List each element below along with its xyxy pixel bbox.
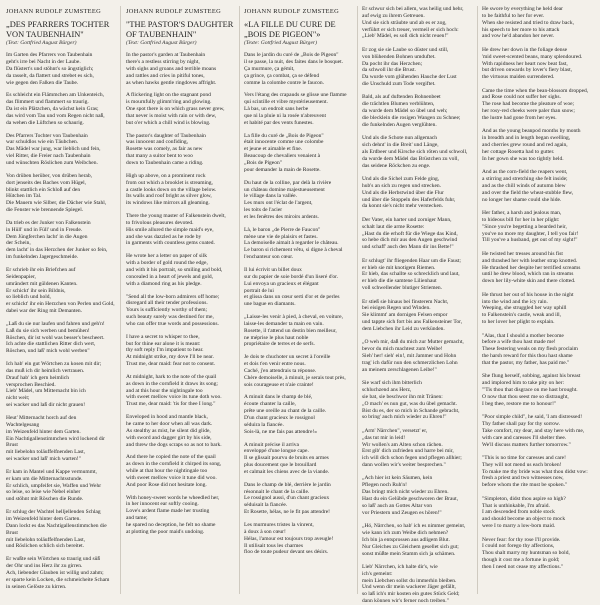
column-divider xyxy=(357,6,358,594)
stanza: Heut' Mitternacht horch auf den Wachtelgesang im Weizenfeld hinter dem Garten. Ein Nachtigallenstimmchen wird lockend dir Brust mit liebelohn toläuffelfnenden Last, sei wacker und laß' mich warten!" xyxy=(6,415,105,463)
stanza: He twisted her tresses around his fist and thrashed her with leather strap knotted. He thrashed her despite her terrified screams until he drew blood, which ran in streams down her lily-white skin and there clotted. xyxy=(482,250,581,285)
stanza: There the young master of Falkenstein dwelt, to frivolous pleasures devoted. His smile allured the simple maid's eye, and she was dazzled as he rode by in garments with countless gems coated. xyxy=(126,213,226,247)
song-title: "THE PASTOR'S DAUGHTER OF TAUBENHAIN" xyxy=(126,20,234,39)
composer-name: JOHANN RUDOLF ZUMSTEEG xyxy=(6,8,102,15)
stanza: Er schrieb ihr ein Briefchen auf Seidenpapier, umrändert mit güldenen Kanten. Er schickt' ihr sein Bildnis, so lieblich und hold, er schickt' ihr ein Herzchen von Perlen und Gold, dabei war der Ring mit Demanten. xyxy=(6,266,115,315)
composer-name: JOHANN RUDOLF ZUMSTEEG xyxy=(126,8,222,15)
song-title: «LA FILLE DU CURE DE „BOIS DE PIGEON"» xyxy=(244,20,336,39)
stanza: Dans le champ de blé, derrière le jardin résonnait le chant de la caille. Le rossignol aussi, d'un chant gracieux séduisait la fiancée. Et Rosette, hélas, ne le fit pas attendre! xyxy=(244,481,331,516)
stanza: „Laisse-les venir à pied, à cheval, en voiture, laisse-les demander ta main en vain. Rosette, il t'attend un destin bien meilleur, ne méprise le plus haut noble propriétaire de terres et de serfs. xyxy=(244,314,343,348)
stanza: La fille du curé de „Bois de Pigeon" était innocente comme une colombe et jeune et aimable et fine. Beaucoup de chevaliers venaient à „Bois de Pigeon" pour demander la main de Rosette. xyxy=(244,132,324,173)
stanza: And as the young beanpod months by month in breadth and in length began swelling, and cherries grew round and red again, her cottage Rosetta had to gutter. In her gown she was too tightly held. xyxy=(482,128,581,162)
english-continuation-column xyxy=(482,6,594,596)
stanza: He thrust her out of his house in the night into the wind and the icy rain. Weeping, she struggled her way uphill to Falkenstein's castle, weak and ill, to her lover her plight to explain. xyxy=(482,291,574,326)
stanza: "Send all the low-born admirers off home; disregard all their tender professions. Yours is sufficiently worthy of them; such beauty surely was destined for me, who can offer true words and possessions. xyxy=(126,293,220,327)
stanza: With honey-sweet words he wheedled her, in her innocent ear softly cooing. Love's ardent flame made her trusting and tame; he spared no deception, he felt no shame at plotting the poor maid's undoing. xyxy=(126,494,220,535)
stanza: Es schleicht ein Flämmchen am Unkenteich, das flimmert und flammert so traurig. Da ist ein Plätzchen, da wächst kein Gras; das wird vom Tau und vom Regen nicht naß, da wehen die Lüftchen so schaurig. xyxy=(6,92,105,126)
stanza: He swore by everything he held dear to be faithful to her for ever. When she resisted and tried to draw back, his speech to her more to his attack and vow he'd abandon her never. xyxy=(482,6,574,40)
stanza: Never fear: for thy rose I'll provide. I could not forego thy affections, Thou shalt marry my huntsman so bold, though it cost me a fortune in gold; then I need not cease my affections." xyxy=(482,536,570,570)
stanza: Und als die Schote nun allgemach sich dehnt' in die Breit' und Länge, als Erdbeer und Kirsche sich röten und schwoll, da wurde dem Mädel das Brüstchen zu voll, das seidene Röckchen zu enge. xyxy=(362,135,468,169)
stanza: Enveloped in hood and mantle black, he came to her door when all was dark. As stealthy as mist, he silent did glide, with sword and dagger girt by his side, and threw the dogs scraps so as not to bark. xyxy=(126,414,222,448)
text-credit: (Text: Gottfried August Bürger) xyxy=(126,40,197,47)
stanza: She flung herself, sobbing, against his breast and implored him to take pity on her: "'Tis thou that disgrace on me hast brought. O now that thou seest me so distraught, I beg thee, restore me to honour!" xyxy=(482,373,581,407)
text-credit: (Texte: Gottfried August Bürger) xyxy=(244,40,317,47)
german-text-column xyxy=(6,6,118,596)
stanza: Von drüben herüber, von drüben herab, dort jenseits des Baches vom Hügel, blinkt stattlich ein Schloß auf den Hütchen im Tal. Die Mauern wie Silber, die Dächer wie Stahl, die Fenster wie brennende Spiegel. xyxy=(6,172,107,214)
stanza: "Simpleton, didst thou aspire so high? That is unthinkable, I'm afraid. I am descended from noble stock and should become an object to mock were I to marry a low-born maid. xyxy=(482,495,566,530)
stanza: Des Pfarrers Tochter von Taubenhain war schuldlos wie ein Täubchen. Das Mädel war jung, war lieblich und fein, viel Ritter, die Freier nach Taubenhain und wünschten Röslichen zum Weibchen. xyxy=(6,132,101,166)
stanza: At midnight, hark to the note of the quail as down in the cornfield it draws its song; and at this hour the nightingale too with sweet mellow voice its tune doth woo. Trust me, dear maid: 'tis for thee I long." xyxy=(126,373,222,408)
german-continuation-column xyxy=(362,6,474,605)
stanza: „Arm' Närrchen", versetzt' er, „das tut mir in leid! Wir wollen's am Alten schon rächen. Erst gib' dich zufrieden und harre bei mir, ich will dich schon fegen und pflegen allhier; dann wollen wir's weiter besprechen." xyxy=(362,427,462,469)
stanza: A minuit précise il arriva enveloppé d'une longue cape. Il se glissait pourvu de bruits en armes plus doucement que le brouillard et calmait les chiens avec de la viande. xyxy=(244,441,330,475)
stanza: He wrote her a letter on paper of silk with a border of gold round the edge, and with it his portrait, so smiling and bold, concealed in a heart of jewels and gold, with a diamond ring as his pledge. xyxy=(126,253,223,287)
stanza: Er zog sie sie Laube so düster und still, von blühenden Bohnen umduftet. Da pocht ihr das Herzchen; da schwoll ihr die Brust. Da wurde vom glühenden Hauche der Lust die Unschuld zum Tode vergiftet. xyxy=(362,46,457,88)
column-divider xyxy=(477,6,478,594)
stanza: Her father, a harsh and jealous man, to hideous bill for her in her plight: "Since you're begetting a bearded heir, you've no more my daughter, I tell you fair! Till you've a husband, get out of my sight!" xyxy=(482,210,579,244)
stanza: Je dois te chuchoter un secret à l'oreille et dois t'en venir entre nous. Caché, j'en attendrais ta réponse. Chère demoiselle, à minuit, je serais tout près, sois courageuse et n'aie crainte! xyxy=(244,354,346,388)
stanza: Il lui écrivit un billet doux sur du papier de soie bordé d'un liseré d'or. Lui envoya un gracieux et élégant portrait de lui et glissa dans un cœur serti d'or et de perles une bague en diamants. xyxy=(244,266,340,308)
stanza: Came the time when the bean-blossom dropped, and Rose could not suffer her sighs. The rose had become the pleature of woe; her rosy-red cheeks were paler than snow; the lustre had gone from her eyes. xyxy=(482,87,589,121)
stanza: The pastor's daughter of Taubenhain was innocent and confiding, Rosette was comely, as fair as new that many a suitor bent to woo down to Taubenhain came a riding. xyxy=(126,132,206,166)
stanza: „O weh mir, daß du mich zur Mutter gemacht, bevor du mich machtest zum Weibe! Sieh' her! sieh' ein!, mit Jammer und Hohn trag' ich dafür nun den schmerzlichen Lohn an meinem zerschlagenen Leibe!" xyxy=(362,339,464,373)
stanza: He drew her down in the foliage dense 'mid sweet-scented beans, many splendoured. With rapidness her heart now beat fast, but driven onwards by lover's fiery blast, the virtuous maiden surrendered. xyxy=(482,46,583,81)
stanza: A minuit dans le champ de blé, écoute chanter la caille, prête une oreille au chant de la caille. D'un chant gracieux le rossignol séduira la fiancée. Sois-là, ne me fais pas attendre!» xyxy=(244,394,327,435)
stanza: Er schlugt' ihr fliegenden Haar um die Faust; er hieb sie mit knotigem Riemen. Er hieb, das schallte so schrecklich und laut, er hieb die die samtene Lilienhaut voll schwellender blutiger Striemen. xyxy=(362,257,461,292)
stanza: And as the corn-field the reapers went, a stirring and stretching she felt inside; and as the chill winds of autumn blew and over the field the wheat-stubble flew, no longer her shame could she hide. xyxy=(482,169,574,203)
stanza: Da trieb es der Junker von Falkenstein in Hüll' und in Füll' und in Freude. Dem Jüngferchen lacht' in die Augen der Schein, dem lacht' in das Herzchen der Junker so fein, im funkelnden Jagergeschmeide. xyxy=(6,219,108,261)
stanza: Lieb' Närrchen, ich halte dir's, wie ich's gemeint: mein Liebchen sollst du immerhin bleiben. Und wenn dir mein wackerer Jäger gefällt, so laß ich's mir kosten ein gutes Stück Geld; dann können wir's ferner noch treiben." xyxy=(362,563,460,605)
stanza: Les murmures tristes la vinrent, à doux à son cœur! Hélas, l'amour est toujours trop aveugle! Il utilisait tous les charmes floo de toute pudeur devant ses désirs. xyxy=(244,521,334,556)
stanza: Er wußte sein Wörtchen so traurig und süß der Ohr und ins Herz ihr zu girren. Ach, liebender Glauben ist willig und zahm; er sparte kein Locken, die schmeicheite Scham in seinen Gelöste zu kirren. xyxy=(6,556,110,590)
stanza: Bald, als auf duftenden Bohnenbeet die trächtlen Blumen verblühten, da wurde dem Mädel so übel und weh; die blecklein die rosigen Wangen zu Schnee; die funkelnden Augen verglühten. xyxy=(362,94,461,128)
stanza: Sie warf sich ihm bitterlich schluchzend ans Herz, sie bat, sie beschwor ihn mit Tränen: „O mach' es nun gut, was du übel gemacht. Bist du es, der so mich in Schande gebracht, so bring' auch mich wieder zu Ehren!" xyxy=(362,380,460,421)
text-credit: (Text: Gottfried August Bürger) xyxy=(6,40,77,47)
stanza: Und als die Sichel zum Felde ging, hub's an sich zu regen und strecken. Und als die Herbstwind über die Flur und über die Stoppeln des Haferfelds fuhr, da konnt sie's nicht mehr verstecken. xyxy=(362,176,456,210)
stanza: Vers l'étang des crapauds se glisse une flamme qui scintille et vibre mystérieusement. Là bas, un endroit sans herbe que ni la pluie ni la rosée n'abreuvent et habité par des vents funestes. xyxy=(244,92,347,126)
stanza: In the pastor's garden at Taubenhain there's a restless stirring by night, with sighs and groans and terrible moans and rattles and cries in pitiful tones, as when hawks gentle ringdoves affright. xyxy=(126,52,217,86)
stanza: Dans le jardin du curé de „Bois de Pigeon" il se passe, la nuit, des faites dans le bosquet. Ça murmure, ça gémit, ça grince, ça combat, ça se défend comme la colombe contre le faucon. xyxy=(244,52,343,86)
stanza: „Hó, Närrchen, so hab' ich es nimmer gemeint, wie kann ich zum Weibe dich nehmen? Ich bin ja entsprossen aus adligem Blut. Nur Gleiches zu Gleichem gesellet sich gut; sonst müßte mein Stamm sich ja schämen. xyxy=(362,523,466,557)
column-divider xyxy=(239,6,240,594)
english-text-column xyxy=(126,6,238,596)
stanza: I have a secret to whisper to thee, but for thine ear alone it is meant: thy soft reply I'm impatient to hear. At midnight strike, my dove I'll be near. Trust me, dear maid: fear not to consent. xyxy=(126,333,216,368)
stanza: Der Vater, ein harter und zorniger Mann, schalt laut die arme Rosette: „Hast du die erhoft für die Wiege das Kind, so hebe dich mir aus den Augen geschwind und schaff' auch den Mann dir ins Bette!" xyxy=(362,216,458,251)
composer-name: JOHANN RUDOLF ZUMSTEEG xyxy=(244,8,340,15)
stanza: "Alas, that I should a mother become before a wife thou hast made me! These festering weals on my flesh proclaim the harsh reward for this thou hast shame that the pastor, my father, has paid me." xyxy=(482,332,578,366)
stanza: "This is no time for caresses and care! They will not mend us each broken! To make me thy bride was what thou didst vow: fresh a priest and two witnesses now, before whom the rite must be spoken." xyxy=(482,454,588,489)
stanza: A flickering light on the stagnant pond is mournfully glimm'ring and glowing. One spot there is on which grass never grew, that never is moist with rain or with dew, but o'er which a chill wind is blowing. xyxy=(126,92,225,126)
french-text-column xyxy=(244,6,356,596)
stanza: High up above, on a prominent rock from out which a brooklet is streaming, a castle looks down on the village below. Its walls and roof bright as silver glow, its windows like mirrors all gleaming. xyxy=(126,172,217,207)
stanza: Du haut de la colline, par delà la rivière un château domine majestueusement le village dans la vallée. Les murs ont l'éclat de l'argent, les toits de l'acier et les fenêtres des miroirs ardents. xyxy=(244,179,332,220)
stanza: „Ach hier ist kein Säumen, kein Pflegen noch Ruh'n! Das bringt mich nicht wieder zu Ehren. Hast du ein Gelübde geschworen der Braut, so laß' auch an Gottes Altar von vor Priestern und Zeugen es hören!" xyxy=(362,475,459,516)
stanza: "Poor simple child", he said, 'I am distressed! Thy father shall pay for thy sorrow. Take comfort, my dear, and stay here with me, with care and caresses I'll shelter thee. We'll discuss matters further tomorrow." xyxy=(482,414,585,448)
stanza: Im Garten des Pfarrers von Taubenhain geht's irre bei Nacht in der Laube. Da flüstert's und stöhnt's so ängstiglich; da rasselt, da flattert und strebet es sich, wie gegen den Falken die Taube. xyxy=(6,52,94,86)
stanza: „Laß du sie nur laufen und fahren und geh'n! Laß du sie sich werben und bemühen! Röschen, dir ist wohl was besser's bescheert. Ich achte die stattlichen Ritter dich wert, Röschen, und laß' mich wohl werben" xyxy=(6,320,105,355)
stanza: Er schwur sich bei allem, was heilig und hehr, auf ewig zu ihrem Getreuen. Und sie sich sträubte und ab es er zog, verführt er sich treuer, vermeil er sich hoch: „Lieb' Mädel, es soll dich nicht reuen!" xyxy=(362,6,464,40)
stanza: Là, le baron „de Pierre de Faucon" mène une vie de plaisirs et fastes. La demoiselle aimait à regarder le château. Le baron si richement vêtu, si digne à cheval l'enchanteur son cœur. xyxy=(244,226,343,261)
stanza: Er schlug der Wachtel helljellenden Schlag im Weizenfeld hinter dem Garten. Dann lockt es das Nachtigallenstimmchen die Brust mit liebelohn toläuffelfnenden Last, und Röslichen schlich sich bereitet. xyxy=(6,509,107,550)
song-title: „DES PFARRERS TOCHTER VON TAUBENHAIN" xyxy=(6,20,110,39)
stanza: Er kam in Mantel und Kappe vermummt, er kam um die Mitternachtsstunde. Er schlich, umpfeifet sie, Waffen und Wehr so leise, so leise wie Nebel einher und stöhnt mit Röschen die Runde. xyxy=(6,468,102,503)
stanza: And there he copied the note of the quail as down in the cornfield it chirped its song, while at that hour the nightingale too with sweet mellow voice it tune did woo. And poor Rose did not hesitate long. xyxy=(126,454,222,488)
stanza: Ich hab' ein gut Wörtchen zu kosen mit dir; das muß ich dir heimlich vertrauen. Drauf hab' ich gern heimlich versprochen Beschied. Lieb' Mädel, um Mitternacht bin ich nicht weit; sei wacker und laß dir nicht grauen! xyxy=(6,361,102,409)
stanza: Er stieß sie hinaus bei finsterem Nacht, bei eisigen Regen und Winden. Sie klimmt' am dornigen Felsen empor und tappte sich fort bis ans Falkensteiner Tor, dem Liebchen ihr Leid zu verkünden. xyxy=(362,298,463,332)
column-divider xyxy=(120,6,121,594)
